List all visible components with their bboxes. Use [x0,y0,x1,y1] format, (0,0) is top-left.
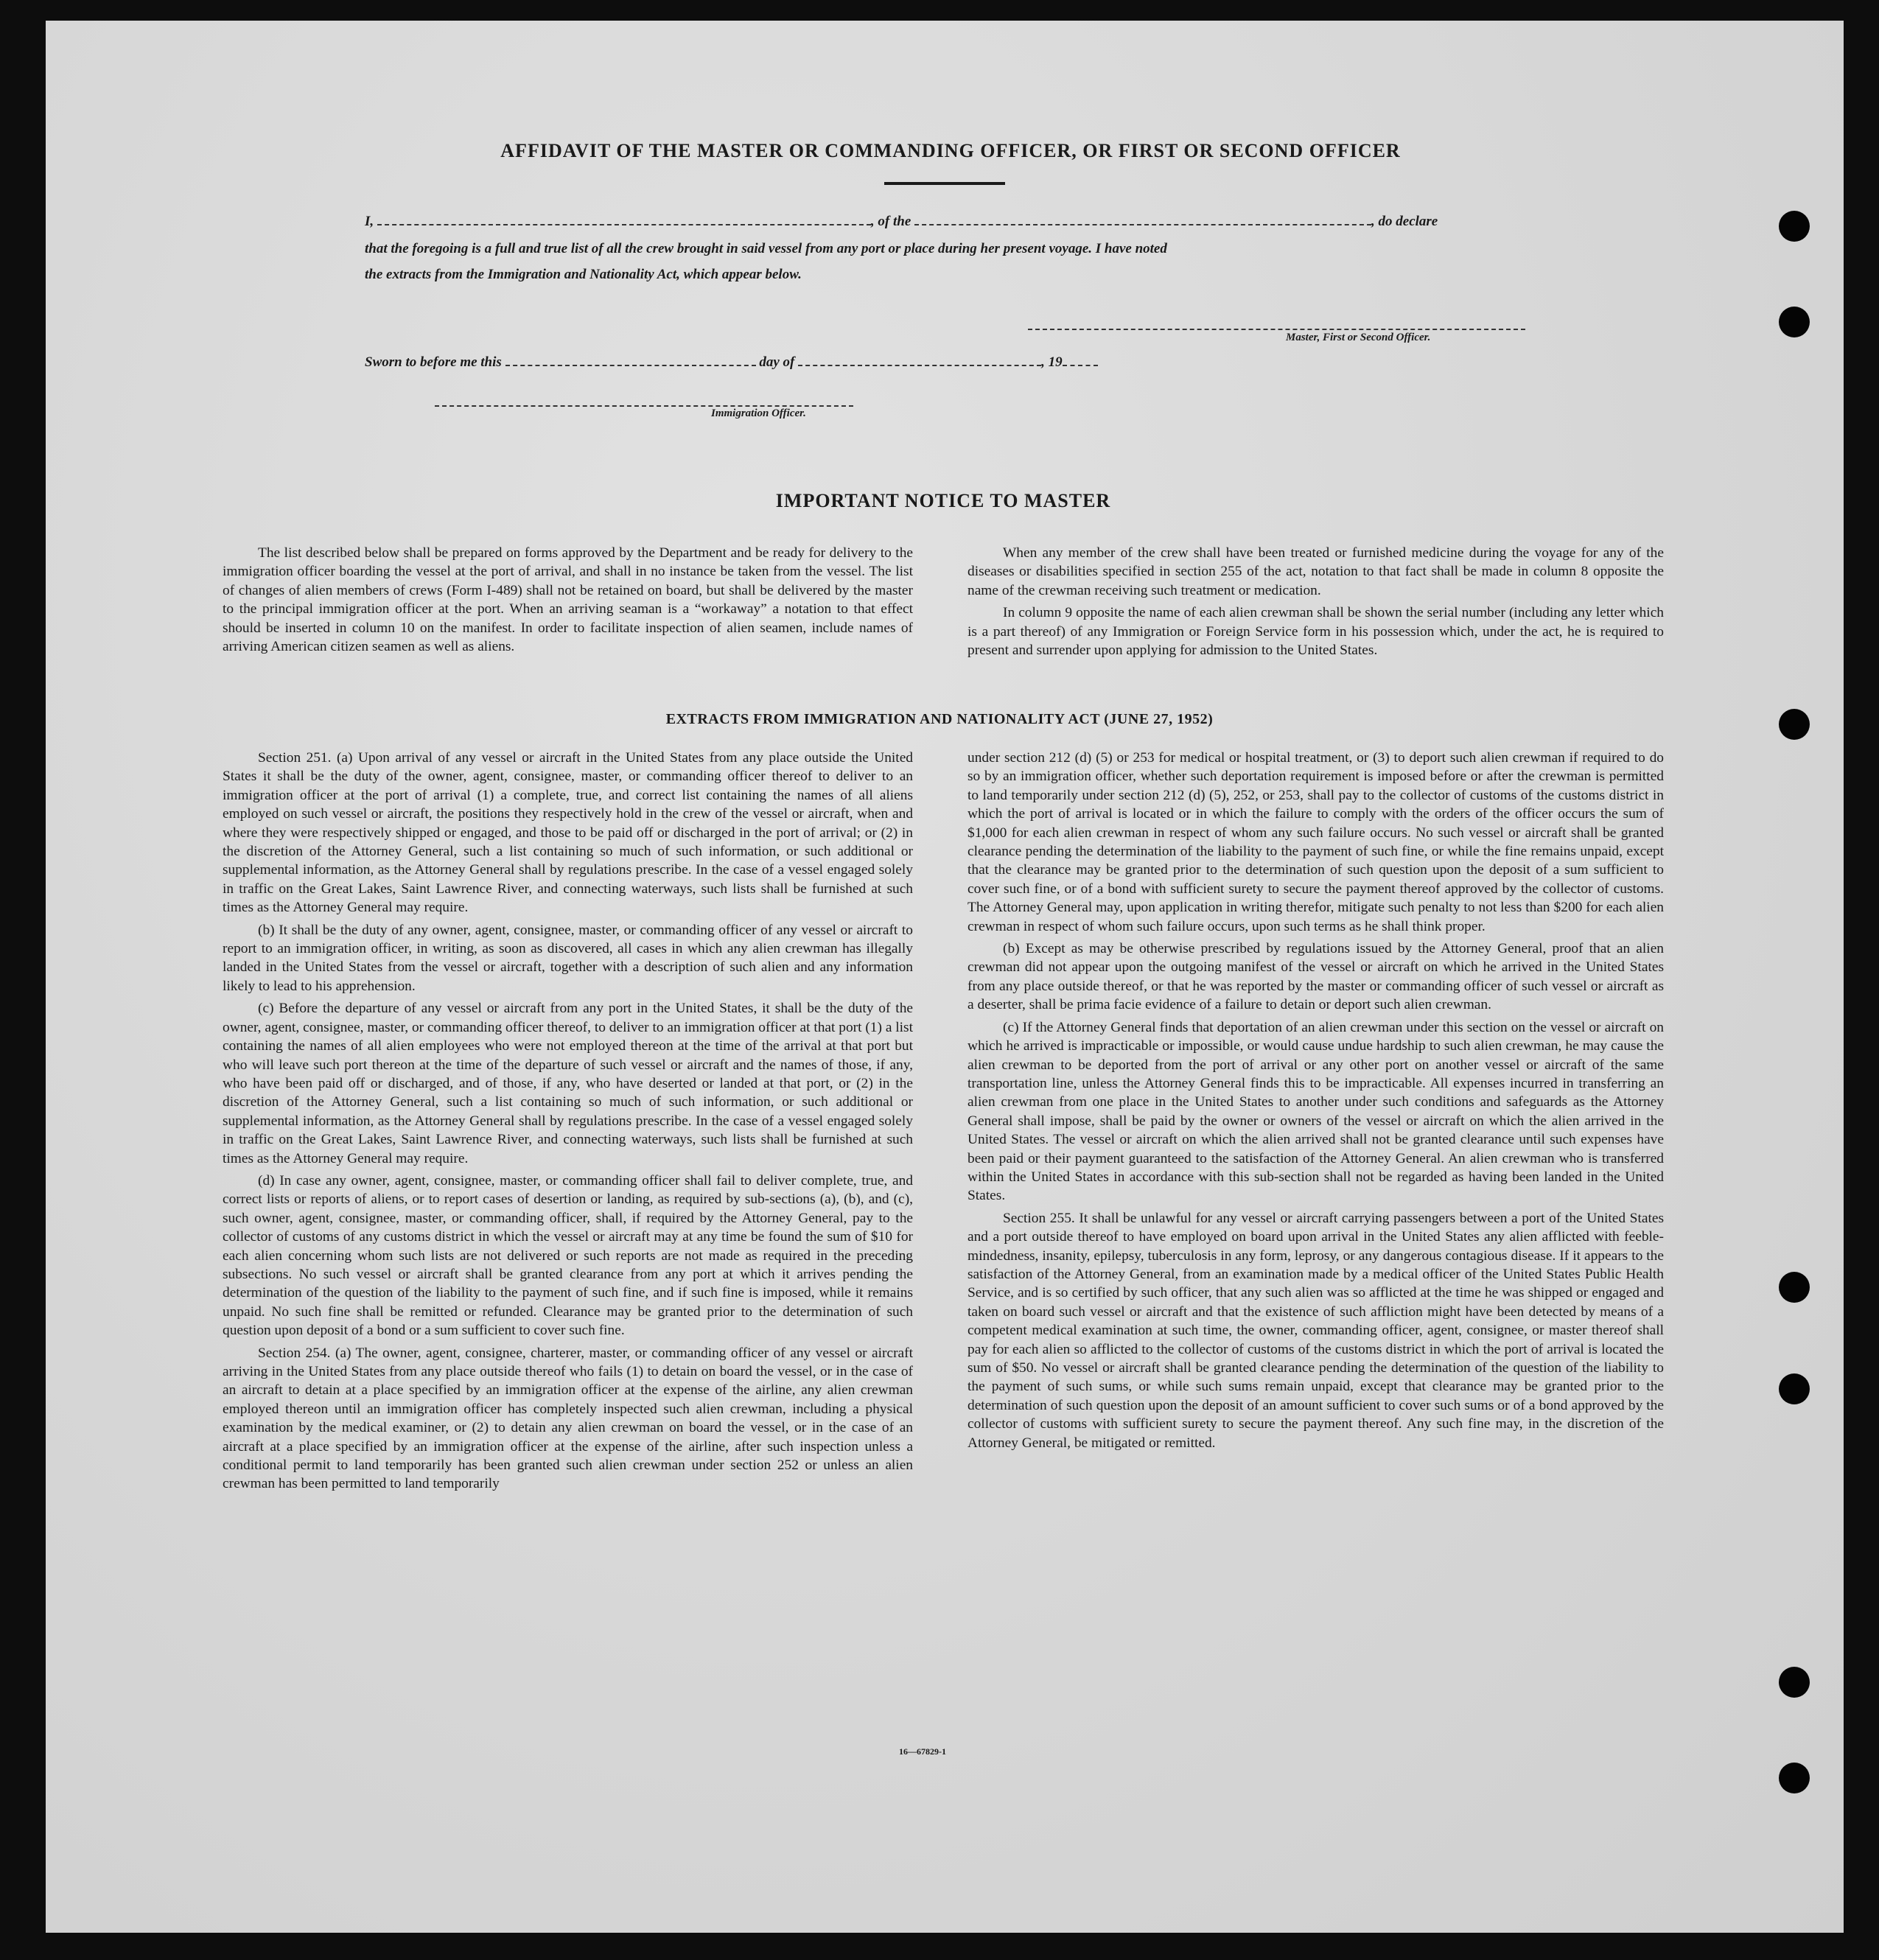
sworn-prefix: Sworn to before me this [365,354,502,370]
officer-signature-field[interactable] [435,395,853,407]
binder-hole [1779,709,1810,740]
extracts-title: EXTRACTS FROM IMMIGRATION AND NATIONALITY ACT (JUNE 27, 1952) [665,711,1214,727]
declaration-i: I, [365,214,374,229]
notice-right-paragraph-1: When any member of the crew shall have been treated or furnished medicine during the voyage for any of the diseases or disabilities specified in section 255 of the act, notation to that fact shall be made in column 8 opposite the name of the crewman receiving such treatment or medication. [968,545,1664,598]
form-code: 16—67829-1 [899,1746,946,1757]
section-254-b: (b) Except as may be otherwise prescribed by regulations issued by the Attorney General, proof that an alien crewman did not appear upon the outgoing manifest of the vessel or aircraft on which he arrived in the United States from any place outside thereof, or that he was reported by the master or commanding officer of such vessel or aircraft as a deserter, shall be prima facie evidence of a failure to detain or deport such alien crewman. [968,941,1664,1013]
vessel-field[interactable] [914,214,1371,225]
binder-hole [1779,1272,1810,1303]
affidavit-title: AFFIDAVIT OF THE MASTER OR COMMANDING OFFICER, OR FIRST OR SECOND OFFICER [500,140,1401,161]
declaration-text-3: the extracts from the Immigration and Nationality Act, which appear below. [365,267,802,282]
section-251-b: (b) It shall be the duty of any owner, agent, consignee, master, or commanding officer of any vessel or aircraft to report to an immigration officer, in writing, as soon as discovered, all cases in which any alien crewman has illegally landed in the United States from the vessel or aircraft, together with a description of such alien and any information likely to lead to his apprehension. [223,922,913,994]
notice-left-paragraph: The list described below shall be prepared on forms approved by the Department and be ready for delivery to the immigration officer boarding the vessel at the port of arrival, and shall in no instance be taken from the vessel. The list of changes of alien members of crews (Form I-489) shall not be retained on board, but shall be delivered by the master to the principal immigration officer at the port. When an arriving seaman is a “workaway” a notation to that effect should be inserted in column 10 on the manifest. In order to facilitate inspection of alien seamen, include names of arriving American citizen seamen as well as aliens. [223,545,913,655]
officer-signature-label: Immigration Officer. [711,407,806,419]
section-254-a: Section 254. (a) The owner, agent, consignee, charterer, master, or commanding officer of any vessel or aircraft arriving in the United States from any place outside thereof who fails (1) to detain on board the vessel, or in the case of an aircraft to detain at a place specified by an immigration officer at the expense of the airline, any alien crewman employed thereon until an immigration officer has completely inspected such alien crewman, including a physical examination by the medical examiner, or (2) to detain any alien crewman on board the vessel, or in the case of an aircraft at a place specified by an immigration officer at the expense of the airline, after such inspection unless a conditional permit to land temporarily has been granted such alien crewman under section 252 or unless an alien crewman has been permitted to land temporarily [223,1345,913,1492]
section-251-c: (c) Before the departure of any vessel or aircraft from any port in the United States, it shall be the duty of the owner, agent, consignee, master, or commanding officer thereof, to deliver to an immigration officer at that port (1) a list containing the names of all alien employees who were not employed thereon at the time of the arrival at that port but who will leave such port thereon at the time of the departure of such vessel or aircraft and the names of those, if any, who have been paid off or discharged, and of those, if any, who have deserted or landed at that port, or (2) in the discretion of the Attorney General, such a list containing so much of such information, or such additional or supplemental information, as the Attorney General shall by regulations prescribe. In the case of a vessel engaged solely in traffic on the Great Lakes, Saint Lawrence River, and connecting waterways, such lists shall be furnished at such times as the Attorney General may require. [223,1001,913,1166]
section-254-c: (c) If the Attorney General finds that deportation of an alien crewman under this section on the vessel or aircraft on which he arrived is impracticable or impossible, or would cause undue hardship to such alien crewman, he may cause the alien crewman to be deported from the port of arrival or any other port on another vessel or aircraft of the same transportation line, unless the Attorney General finds this to be impracticable. All expenses incurred in transferring an alien crewman from one place in the United States to another under such conditions and safeguards as the Attorney General shall impose, shall be paid by the owner or owners of the vessel or aircraft on which the alien arrived in the United States. The vessel or aircraft on which the alien arrived shall not be granted clearance until such expenses have been paid or their payment guaranteed to the satisfaction of the Attorney General. An alien crewman who is transferred within the United States in accordance with this sub-section shall not be regarded as having been landed in the United States. [968,1019,1664,1204]
section-251-d: (d) In case any owner, agent, consignee, master, or commanding officer shall fail to deliver complete, true, and correct lists or reports of aliens, or to report cases of desertion or landing, as required by sub-sections (a), (b), and (c), such owner, agent, consignee, master, or commanding officer, shall, if required by the Attorney General, pay to the collector of customs of any customs district in which the vessel or aircraft may at any time be found the sum of $10 for each alien concerning whom such lists are not delivered or such reports are not made as required in the preceding subsections. No such vessel or aircraft shall be granted clearance from any port at which it arrives pending the determination of the question of the liability to the payment of such fine, and if such fine is imposed, while it remains unpaid. No such fine shall be remitted or refunded. Clearance may be granted prior to the determination of such question upon deposit of a bond or a sum sufficient to cover such fine. [223,1172,913,1339]
declaration-line [365,214,1438,230]
notice-left-column [223,544,913,659]
notice-title: IMPORTANT NOTICE TO MASTER [775,490,1111,511]
declaration-of-the: , of the [870,214,911,229]
declaration-text-2: that the foregoing is a full and true list of all the crew brought in said vessel from any port or place during her present voyage. I have noted [365,241,1167,256]
sworn-day-of: day of [759,354,795,370]
binder-hole [1779,1373,1810,1404]
extracts-left-column [223,749,913,1497]
title-rule [884,182,1005,185]
sworn-year-field[interactable] [1063,354,1098,366]
sworn-year: , 19 [1041,354,1063,370]
section-254-a-cont: under section 212 (d) (5) or 253 for medical or hospital treatment, or (3) to deport such alien crewman if required to do so by an immigration officer, whether such deportation requirement is imposed before or after the crewman is permitted to land temporarily under section 212 (d) (5), 252, or 253, shall pay to the collector of customs of the customs district in which the port of arrival is located or in which the failure to comply with the orders of the officer occurs the sum of $1,000 for each alien crewman in respect of whom any such failure occurs. No such vessel or aircraft shall be granted clearance pending the determination of the liability to the payment of such fine, or while the fine remains unpaid, except that the clearance may be granted prior to the determination of such question upon the deposit of a sum sufficient to cover such fine, or of a bond with sufficient surety to secure the payment thereof approved by the collector of customs. The Attorney General may, upon application in writing therefor, mitigate such penalty to not less than $200 for each alien crewman in respect of whom such failure occurs, upon such terms as he shall think proper. [968,750,1664,934]
binder-hole [1779,211,1810,242]
name-field[interactable] [377,214,871,225]
master-signature-label: Master, First or Second Officer. [1286,332,1431,343]
sworn-month-field[interactable] [798,354,1041,366]
notice-right-column [968,544,1664,663]
sworn-date-field[interactable] [505,354,756,366]
notice-right-paragraph-2: In column 9 opposite the name of each alien crewman shall be shown the serial number (including any letter which is a part thereof) of any Immigration or Foreign Service form in his possession which, under the act, he is required to present and surrender upon applying for admission to the United States. [968,605,1664,659]
section-251-a: Section 251. (a) Upon arrival of any vessel or aircraft in the United States from any place outside the United States it shall be the duty of the owner, agent, consignee, master, or commanding officer thereof to deliver to an immigration officer at the port of arrival (1) a complete, true, and correct list containing the names of all aliens employed on such vessel or aircraft, the positions they respectively hold in the crew of the vessel or aircraft, when and where they were respectively shipped or engaged, and those to be paid off or discharged in the port of arrival; or (2) in the discretion of the Attorney General, such a list containing so much of such information, or such additional or supplemental information, as the Attorney General shall by regulations prescribe. In the case of a vessel engaged solely in traffic on the Great Lakes, Saint Lawrence River, and connecting waterways, such lists shall be furnished at such times as the Attorney General may require. [223,750,913,916]
binder-hole [1779,307,1810,337]
declaration-declare: , do declare [1371,214,1438,229]
binder-hole [1779,1763,1810,1793]
extracts-right-column [968,749,1664,1456]
binder-hole [1779,1667,1810,1698]
section-255: Section 255. It shall be unlawful for any vessel or aircraft carrying passengers between a port of the United States and a port outside thereof to have employed on board upon arrival in the United States any alien afflicted with feeble-mindedness, insanity, epilepsy, tuberculosis in any form, leprosy, or any dangerous contagious disease. If it appears to the satisfaction of the Attorney General, from an examination made by a medical officer of the United States Public Health Service, and is so certified by such officer, that any such alien was so afflicted at the time he was shipped or engaged and taken on board such vessel or aircraft and that the existence of such affliction might have been detected by means of a competent medical examination at such time, the owner, commanding officer, agent, consignee, or master thereof shall pay for each alien so afflicted to the collector of customs of the customs district in which the port of arrival is located the sum of $50. No vessel or aircraft shall be granted clearance pending the determination of the question of the liability to the payment of such sums, or while such sums remain unpaid, except that clearance may be granted prior to the determination of such question upon the deposit of an amount sufficient to cover such sums or of a bond approved by the collector of customs with sufficient surety to secure the payment thereof. Any such fine may, in the discretion of the Attorney General, be mitigated or remitted. [968,1210,1664,1451]
sworn-line [365,354,1098,371]
master-signature-field[interactable] [1028,318,1525,330]
